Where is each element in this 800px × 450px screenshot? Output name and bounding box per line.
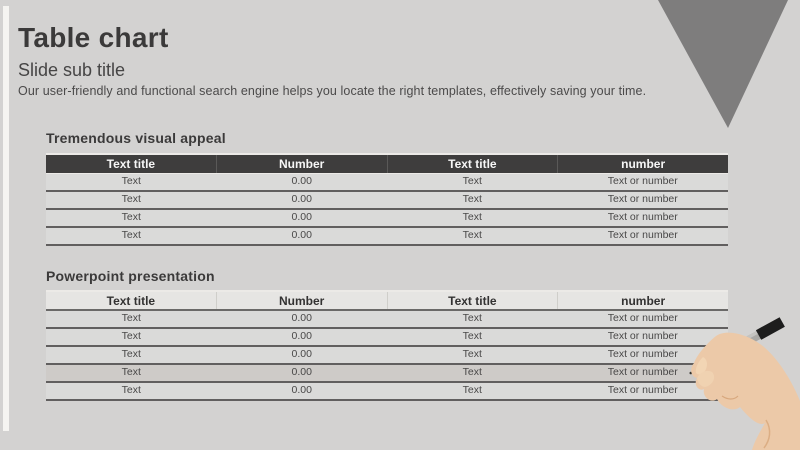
table-row — [46, 228, 728, 246]
table-cell: Text — [121, 229, 141, 241]
table-cell: Text or number — [607, 384, 678, 396]
table-cell: 0.00 — [291, 366, 312, 378]
table-cell: 0.00 — [291, 211, 312, 223]
table-body — [46, 311, 728, 401]
table-row — [46, 329, 728, 347]
table-row — [46, 347, 728, 365]
table-body — [46, 174, 728, 246]
table-tremendous-visual-appeal — [46, 153, 728, 246]
table-cell: Text — [462, 312, 482, 324]
table-cell: Text or number — [607, 330, 678, 342]
column-header: Number — [216, 292, 387, 309]
table-cell: Text — [121, 312, 141, 324]
column-header: Text title — [387, 292, 558, 309]
slide-subtitle: Slide sub title — [18, 60, 126, 80]
table-cell: 0.00 — [291, 312, 312, 324]
table-cell: Text — [121, 193, 141, 205]
table-cell: Text — [121, 175, 141, 187]
table-cell: Text — [462, 193, 482, 205]
table-cell: Text — [462, 211, 482, 223]
table-cell: 0.00 — [291, 384, 312, 396]
table-cell: Text — [121, 366, 141, 378]
table-cell: 0.00 — [291, 193, 312, 205]
table-row — [46, 210, 728, 228]
section-heading-powerpoint-presentation: Powerpoint presentation — [46, 268, 215, 284]
table-header-row — [46, 155, 728, 174]
column-header: Text title — [387, 155, 558, 173]
column-header: Text title — [106, 294, 156, 308]
table-powerpoint-presentation — [46, 290, 728, 401]
table-cell: 0.00 — [291, 175, 312, 187]
table-row — [46, 192, 728, 210]
table-cell: 0.00 — [291, 330, 312, 342]
column-header: Number — [216, 155, 387, 173]
table-cell: Text or number — [607, 312, 678, 324]
table-cell: Text or number — [607, 193, 678, 205]
table-cell: Text or number — [607, 175, 678, 187]
table-cell: Text — [462, 348, 482, 360]
slide-title: Table chart — [18, 22, 169, 53]
column-header: number — [557, 292, 728, 309]
table-cell: Text — [462, 366, 482, 378]
table-header-row — [46, 292, 728, 311]
table-cell: 0.00 — [291, 229, 312, 241]
table-cell: Text — [462, 384, 482, 396]
table-row — [46, 365, 728, 383]
table-cell: 0.00 — [291, 348, 312, 360]
table-cell: Text — [462, 175, 482, 187]
table-cell: Text — [462, 330, 482, 342]
table-cell: Text — [121, 211, 141, 223]
column-header: number — [557, 155, 728, 173]
table-cell: Text or number — [607, 211, 678, 223]
table-row — [46, 383, 728, 401]
table-row — [46, 174, 728, 192]
table-row — [46, 311, 728, 329]
table-cell: Text — [121, 330, 141, 342]
table-cell: Text or number — [607, 366, 678, 378]
section-heading-tremendous-visual-appeal: Tremendous visual appeal — [46, 130, 226, 146]
table-cell: Text — [121, 384, 141, 396]
left-edge-highlight — [3, 6, 9, 431]
table-cell: Text — [462, 229, 482, 241]
table-cell: Text or number — [607, 348, 678, 360]
slide-description: Our user-friendly and functional search engine helps you locate the right templates, effectively saving your time. — [18, 84, 647, 98]
column-header: Text title — [106, 157, 156, 171]
table-cell: Text — [121, 348, 141, 360]
table-cell: Text or number — [607, 229, 678, 241]
